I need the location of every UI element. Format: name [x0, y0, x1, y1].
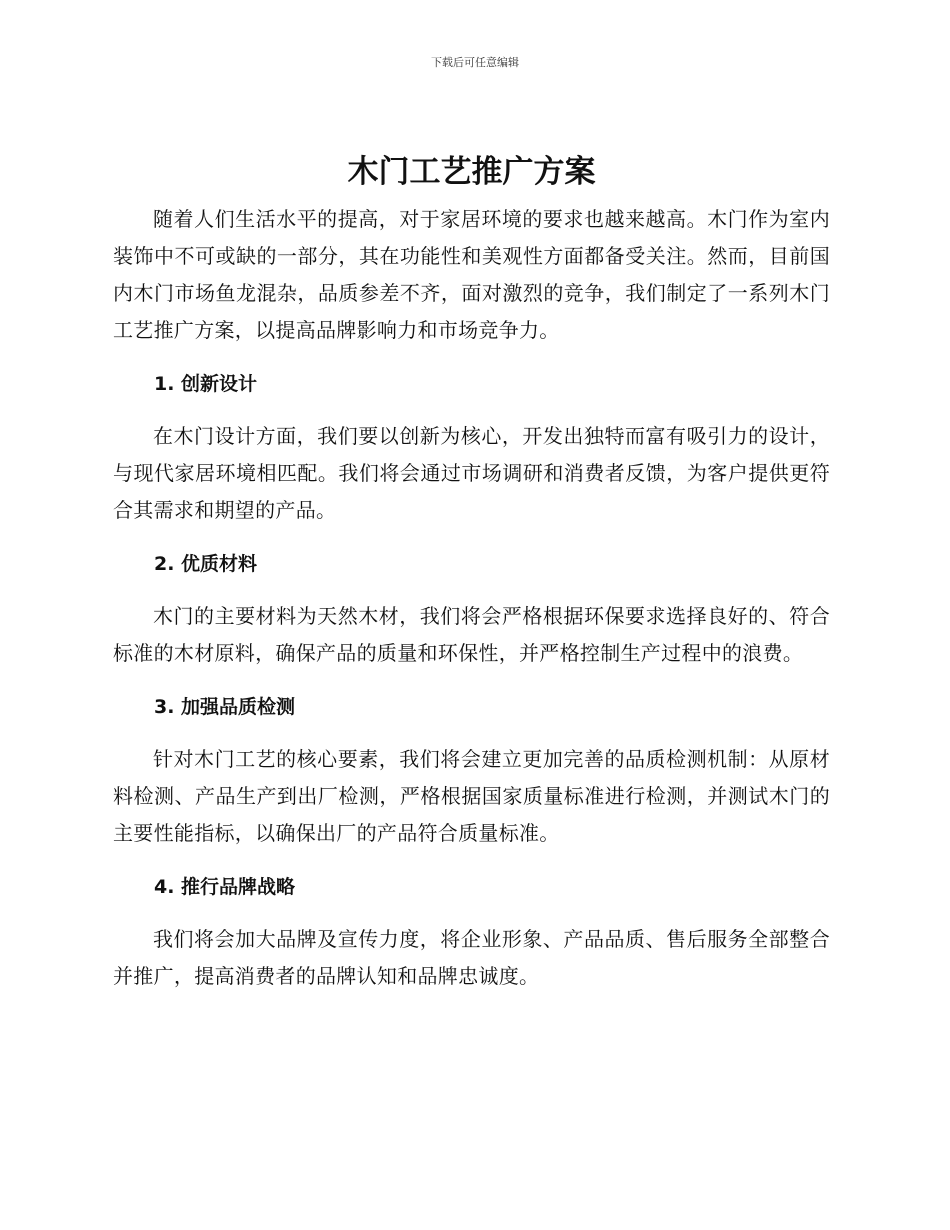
header-note: 下载后可任意编辑 [431, 56, 519, 69]
intro-paragraph: 随着人们生活水平的提高，对于家居环境的要求也越来越高。木门作为室内装饰中不可或缺的一部分，其在功能性和美观性方面都备受关注。然而，目前国内木门市场鱼龙混杂，品质参差不齐，面对激烈的竞争，我们制定了一系列木门工艺推广方案，以提高品牌影响力和市场竞争力。 [113, 207, 830, 342]
section-body-brand: 我们将会加大品牌及宣传力度，将企业形象、产品品质、售后服务全部整合并推广，提高消费者的品牌认知和品牌忠诚度。 [113, 927, 830, 988]
section-heading-innovation: 1. 创新设计 [154, 373, 258, 395]
document-title: 木门工艺推广方案 [347, 154, 596, 190]
section-heading-brand: 4. 推行品牌战略 [154, 876, 296, 898]
section-body-materials: 木门的主要材料为天然木材，我们将会严格根据环保要求选择良好的、符合标准的木材原料，确保产品的质量和环保性，并严格控制生产过程中的浪费。 [113, 604, 830, 665]
section-body-quality: 针对木门工艺的核心要素，我们将会建立更加完善的品质检测机制：从原材料检测、产品生产到出厂检测，严格根据国家质量标准进行检测，并测试木门的主要性能指标，以确保出厂的产品符合质量标准。 [113, 747, 830, 845]
section-heading-quality: 3. 加强品质检测 [154, 696, 296, 718]
section-body-innovation: 在木门设计方面，我们要以创新为核心，开发出独特而富有吸引力的设计，与现代家居环境相匹配。我们将会通过市场调研和消费者反馈，为客户提供更符合其需求和期望的产品。 [113, 424, 830, 522]
section-heading-materials: 2. 优质材料 [154, 553, 258, 575]
document-content [113, 150, 830, 995]
